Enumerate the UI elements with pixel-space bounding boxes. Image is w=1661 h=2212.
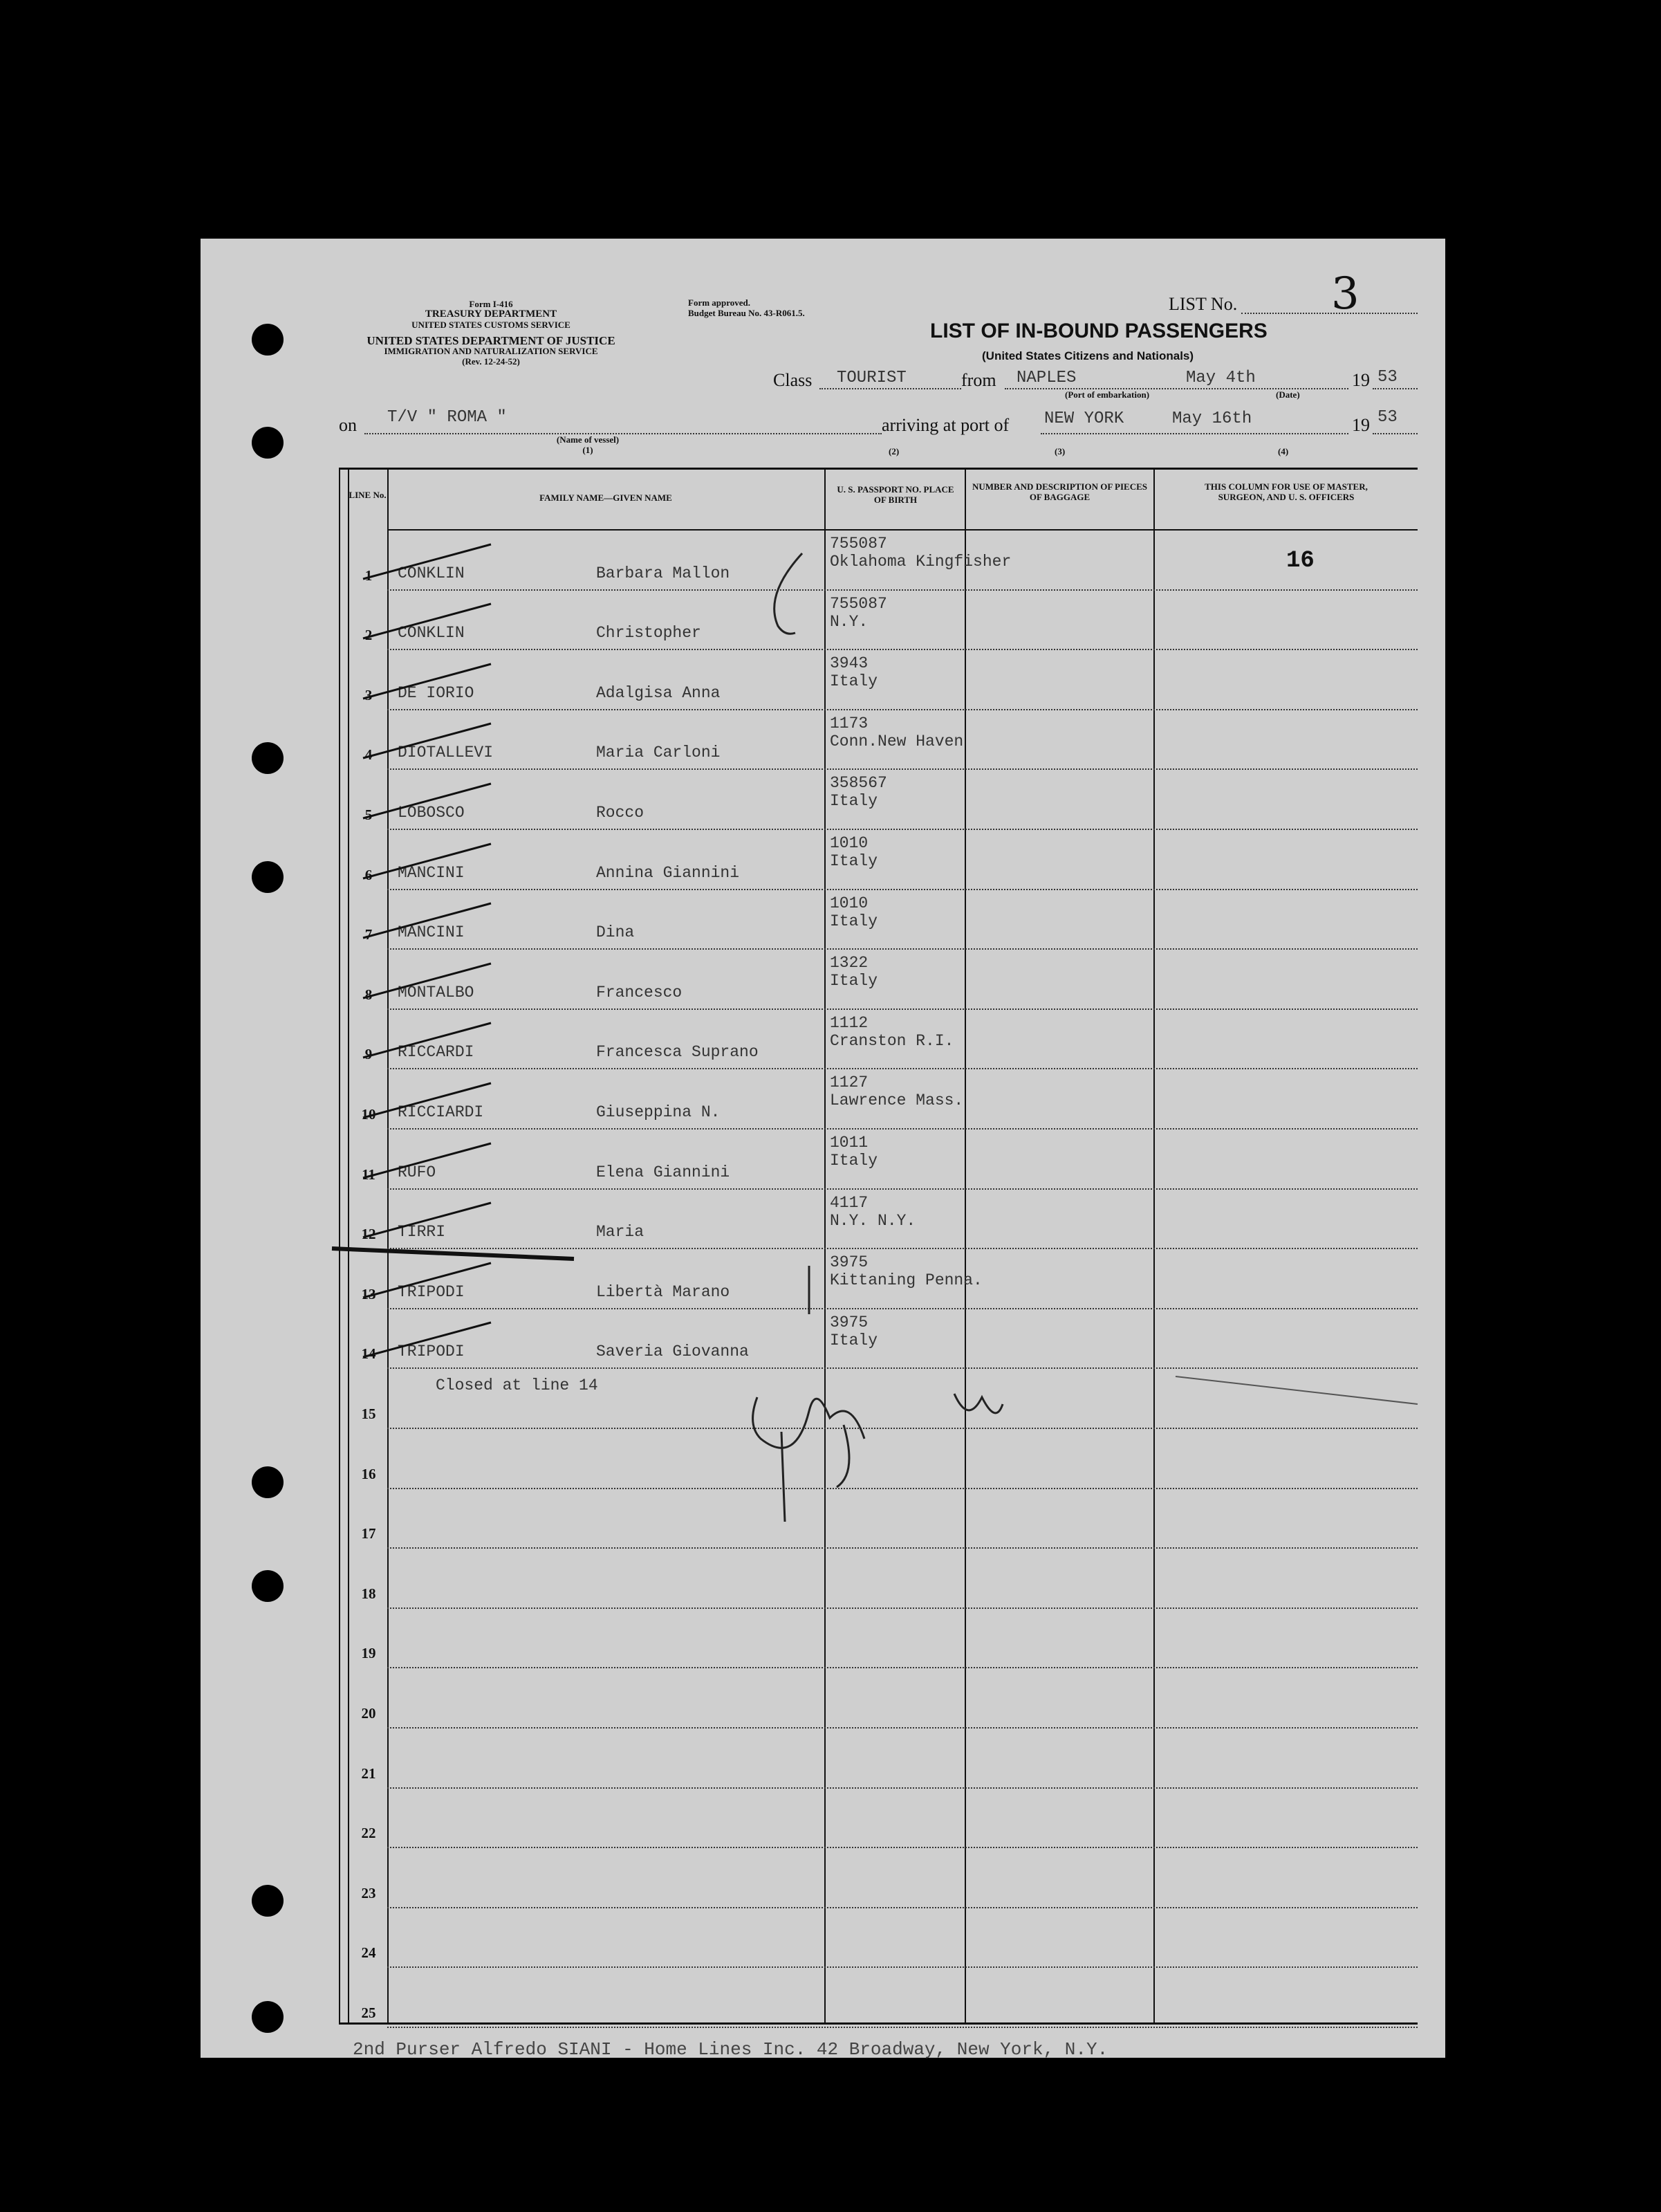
passport-number: 1112 — [830, 1013, 869, 1032]
passport-number: 4117 — [830, 1193, 869, 1212]
passport-number: 1322 — [830, 954, 869, 973]
line-number: 20 — [361, 1705, 376, 1722]
col-num-2: (2) — [889, 446, 900, 457]
stray-line — [1176, 1376, 1418, 1404]
line-number: 16 — [361, 1465, 376, 1482]
revision: (Rev. 12-24-52) — [462, 356, 520, 367]
passport-number: 358567 — [830, 774, 887, 793]
given-name: Elena Giannini — [596, 1163, 730, 1181]
col-num-3: (3) — [1055, 446, 1066, 457]
family-name: LOBOSCO — [398, 804, 465, 822]
place-of-birth: Conn.New Haven — [830, 732, 964, 750]
from-port: NAPLES — [1017, 369, 1077, 387]
family-name: TRIPODI — [398, 1343, 465, 1361]
from-date: May 4th — [1186, 369, 1256, 387]
line-number: 22 — [361, 1825, 376, 1842]
line-number: 11 — [362, 1165, 375, 1183]
year-prefix-1: 19 — [1352, 370, 1370, 390]
col-num-4: (4) — [1278, 446, 1289, 457]
line-number: 17 — [361, 1525, 376, 1542]
arrival-port: NEW YORK — [1044, 409, 1124, 428]
place-of-birth: Italy — [830, 912, 878, 930]
given-name: Libertà Marano — [596, 1282, 730, 1301]
line-number: 13 — [361, 1285, 376, 1302]
passport-number: 1127 — [830, 1073, 869, 1092]
passport-number: 3975 — [830, 1253, 869, 1272]
passport-number: 1010 — [830, 834, 869, 852]
place-of-birth: Italy — [830, 852, 878, 870]
year-1: 53 — [1377, 368, 1398, 387]
class-label: Class — [773, 370, 813, 390]
given-name: Dina — [596, 923, 635, 942]
line-number: 25 — [361, 2004, 376, 2021]
passport-number: 3943 — [830, 654, 869, 673]
family-name: DIOTALLEVI — [398, 744, 494, 762]
line-number: 3 — [364, 686, 373, 703]
place-of-birth: Italy — [830, 792, 878, 811]
vessel-caption-text: (Name of vessel) — [556, 434, 620, 445]
line-number: 9 — [364, 1046, 373, 1063]
family-name: CONKLIN — [398, 624, 465, 643]
place-of-birth: Lawrence Mass. — [830, 1091, 964, 1110]
family-name: MANCINI — [398, 923, 465, 942]
line-number: 12 — [361, 1226, 376, 1243]
place-of-birth: N.Y. — [830, 612, 869, 631]
place-of-birth: N.Y. N.Y. — [830, 1211, 916, 1230]
footer-purser: 2nd Purser Alfredo SIANI - Home Lines Inc. 42 Broadway, New York, N.Y. — [353, 2039, 1108, 2060]
family-name: TIRRI — [398, 1223, 446, 1242]
place-of-birth: Italy — [830, 1331, 878, 1349]
given-name: Annina Giannini — [596, 863, 740, 882]
budget-bureau: Budget Bureau No. 43-R061.5. — [688, 308, 805, 318]
ins-service: IMMIGRATION AND NATURALIZATION SERVICE — [384, 346, 598, 356]
year-prefix-2: 19 — [1352, 415, 1370, 435]
passport-number: 3975 — [830, 1313, 869, 1331]
given-name: Christopher — [596, 624, 701, 643]
year-2: 53 — [1377, 408, 1398, 427]
ink-smudge — [332, 1248, 574, 1259]
line-number: 15 — [361, 1405, 376, 1422]
line-number: 7 — [364, 926, 373, 943]
passport-number: 755087 — [830, 535, 887, 553]
given-name: Adalgisa Anna — [596, 683, 721, 702]
arriving-label: arriving at port of — [882, 415, 1010, 435]
bracket-mark — [774, 553, 802, 634]
line-number: 24 — [361, 1944, 376, 1962]
col-name: FAMILY NAME—GIVEN NAME — [539, 492, 672, 503]
passport-number: 755087 — [830, 594, 887, 613]
form-approved: Form approved. — [688, 297, 751, 308]
given-name: Rocco — [596, 804, 644, 822]
vessel-name: T/V " ROMA " — [387, 408, 507, 427]
justice-dept: UNITED STATES DEPARTMENT OF JUSTICE — [366, 334, 615, 347]
line-number: 10 — [361, 1106, 376, 1123]
col-line-no: LINE No. — [349, 490, 387, 500]
place-of-birth: Italy — [830, 672, 878, 691]
form-number: Form I-416 — [469, 299, 513, 309]
given-name: Barbara Mallon — [596, 564, 730, 582]
family-name: CONKLIN — [398, 564, 465, 582]
place-of-birth: Italy — [830, 1152, 878, 1170]
port-caption: (Port of embarkation) — [1065, 389, 1150, 400]
list-no-value: 3 — [1331, 268, 1360, 320]
place-of-birth: Cranston R.I. — [830, 1031, 954, 1050]
line-number: 1 — [364, 566, 373, 584]
line-number: 8 — [364, 986, 373, 1003]
family-name: RUFO — [398, 1163, 436, 1181]
date-caption: (Date) — [1276, 389, 1300, 400]
passport-number: 1173 — [830, 714, 869, 732]
col-passport: U. S. PASSPORT NO. PLACE OF BIRTH — [837, 484, 954, 505]
place-of-birth: Kittaning Penna. — [830, 1271, 983, 1290]
family-name: RICCARDI — [398, 1043, 474, 1062]
arrival-date: May 16th — [1172, 409, 1252, 428]
customs-service: UNITED STATES CUSTOMS SERVICE — [411, 320, 570, 330]
line-number: 14 — [361, 1345, 376, 1363]
officer-note: 16 — [1286, 547, 1315, 574]
given-name: Saveria Giovanna — [596, 1343, 749, 1361]
line-number: 21 — [361, 1764, 376, 1782]
page-subtitle: (United States Citizens and Nationals) — [982, 349, 1194, 362]
vessel-caption-num: (1) — [582, 445, 593, 455]
place-of-birth: Italy — [830, 972, 878, 990]
closed-note: Closed at line 14 — [436, 1376, 598, 1394]
list-no-label: LIST No. — [1169, 294, 1238, 314]
from-label: from — [961, 370, 996, 390]
col-officers: THIS COLUMN FOR USE OF MASTER, SURGEON, AND U. S. OFFICERS — [1205, 481, 1368, 502]
line-number: 6 — [364, 866, 373, 883]
place-of-birth: Oklahoma Kingfisher — [830, 553, 1012, 571]
given-name: Maria Carloni — [596, 744, 721, 762]
passport-number: 1010 — [830, 894, 869, 912]
on-label: on — [339, 415, 357, 435]
line-number: 19 — [361, 1645, 376, 1662]
line-number: 5 — [364, 807, 373, 823]
family-name: MANCINI — [398, 863, 465, 882]
inspector-signature — [753, 1394, 1003, 1522]
family-name: RICCIARDI — [398, 1103, 484, 1121]
given-name: Maria — [596, 1223, 644, 1242]
given-name: Francesco — [596, 983, 683, 1002]
page-title: LIST OF IN-BOUND PASSENGERS — [930, 320, 1268, 342]
family-name: DE IORIO — [398, 683, 474, 702]
family-name: MONTALBO — [398, 983, 474, 1002]
col-baggage: NUMBER AND DESCRIPTION OF PIECES OF BAGGAGE — [972, 481, 1148, 502]
treasury-dept: TREASURY DEPARTMENT — [425, 308, 557, 320]
line-number: 23 — [361, 1884, 376, 1901]
family-name: TRIPODI — [398, 1282, 465, 1301]
line-number: 18 — [361, 1585, 376, 1602]
given-name: Francesca Suprano — [596, 1043, 759, 1062]
line-number: 2 — [364, 627, 373, 644]
given-name: Giuseppina N. — [596, 1103, 721, 1121]
class-value: TOURIST — [837, 369, 907, 387]
line-number: 4 — [364, 746, 373, 764]
passport-number: 1011 — [830, 1134, 869, 1152]
